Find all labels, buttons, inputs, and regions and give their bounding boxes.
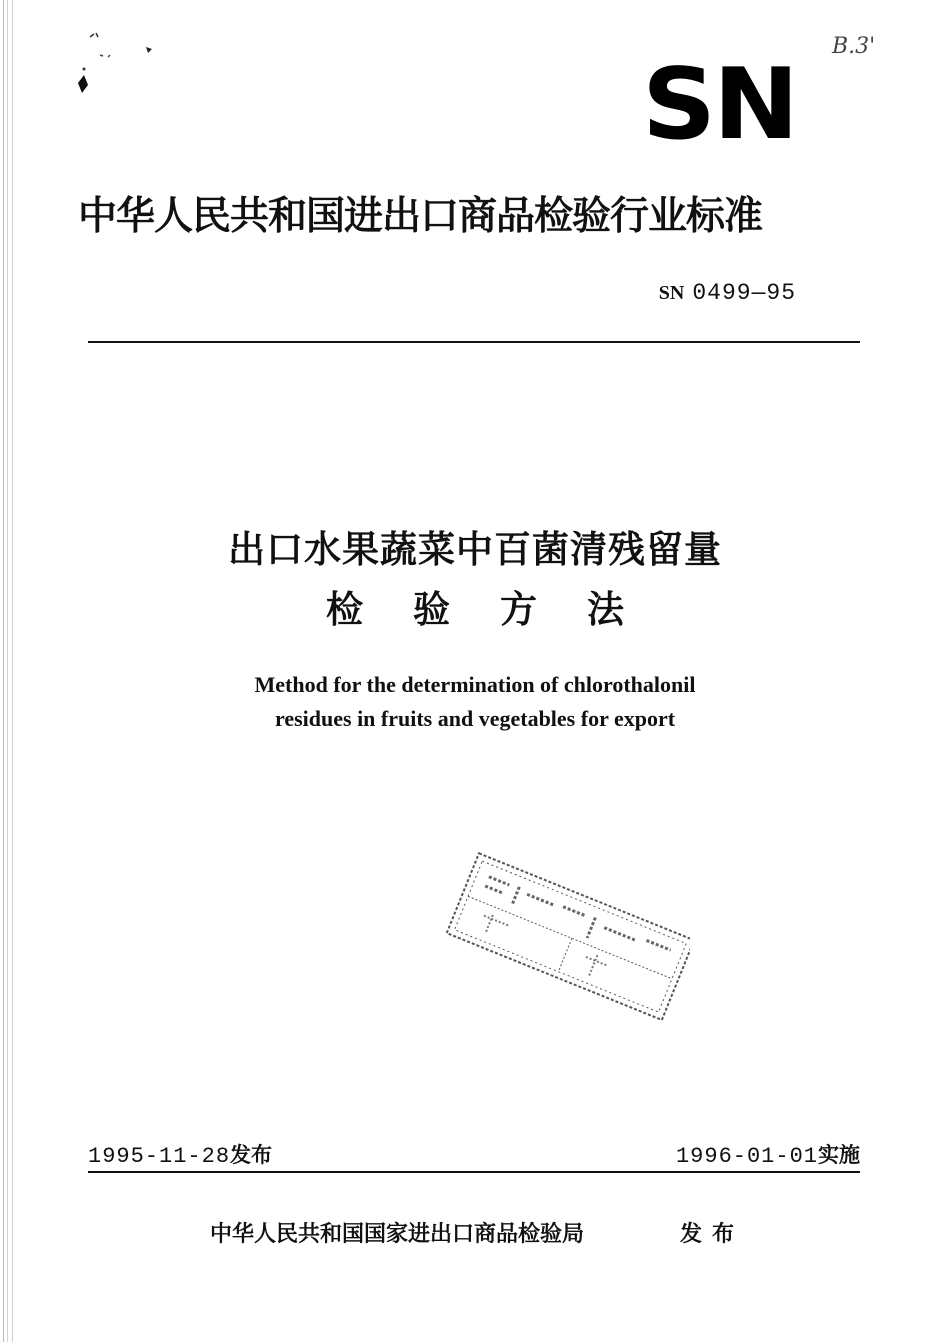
handwritten-annotation: B.3' xyxy=(832,34,876,59)
title-english-line-2: residues in fruits and vegetables for export xyxy=(274,706,676,731)
issue-date xyxy=(88,1138,272,1174)
issuing-action: 发布 xyxy=(680,1222,745,1247)
issue-date-value: 1995-11-28 xyxy=(88,1144,231,1169)
title-chinese-line-2: 检验方法 xyxy=(326,588,674,631)
organization-title: 中华人民共和国进出口商品检验行业标准 xyxy=(78,194,763,239)
issuing-authority: 中华人民共和国国家进出口商品检验局 xyxy=(210,1222,585,1247)
standard-number xyxy=(659,276,796,309)
standard-prefix: SN xyxy=(658,282,685,304)
title-chinese-line-1: 出口水果蔬菜中百菌清残留量 xyxy=(228,528,722,571)
footer-divider xyxy=(88,1171,860,1173)
dates-row xyxy=(88,1138,860,1172)
sn-logo: SN xyxy=(642,48,796,162)
scan-specks xyxy=(60,25,200,115)
effective-date-label: 实施 xyxy=(818,1143,860,1167)
library-stamp xyxy=(440,852,690,1032)
standard-number-value: 0499—95 xyxy=(692,280,796,306)
title-english-line-1: Method for the determination of chlorothalonil xyxy=(254,672,696,697)
effective-date xyxy=(676,1138,860,1174)
issue-date-label: 发布 xyxy=(230,1143,273,1167)
effective-date-value: 1996-01-01 xyxy=(675,1144,818,1169)
header-divider xyxy=(88,341,860,343)
title-english xyxy=(0,668,950,736)
